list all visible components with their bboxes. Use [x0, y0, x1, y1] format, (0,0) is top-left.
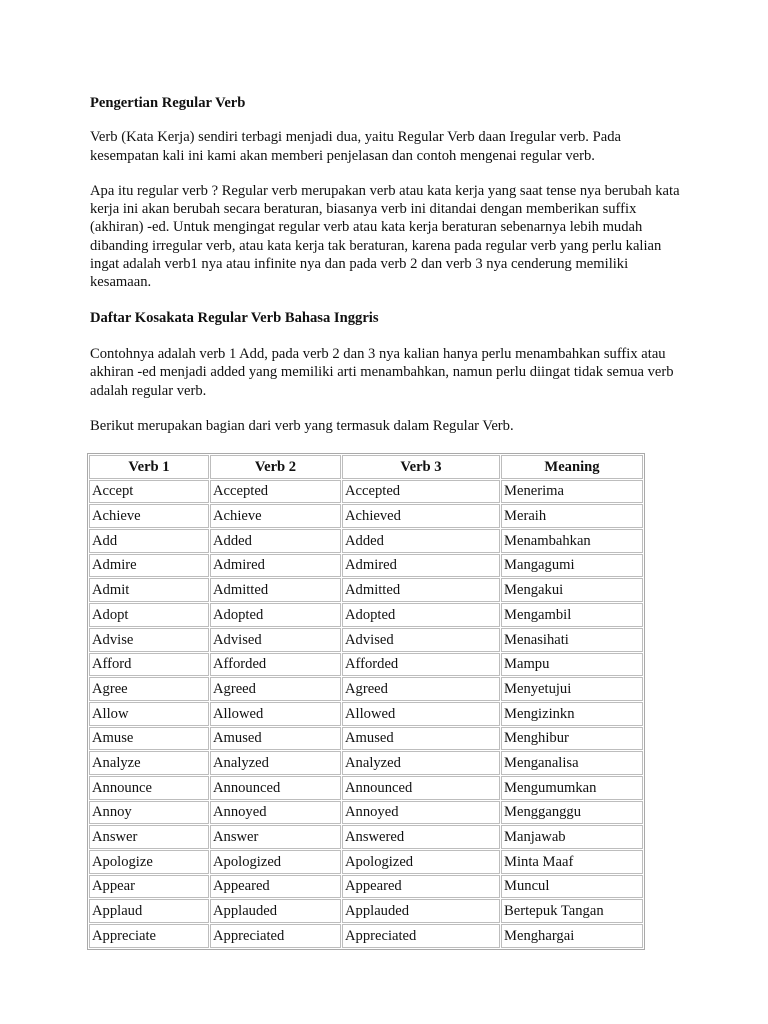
cell-verb2: Apologized: [210, 850, 341, 874]
cell-meaning: Mangagumi: [501, 554, 643, 578]
cell-verb3: Appeared: [342, 875, 500, 899]
cell-verb3: Admired: [342, 554, 500, 578]
cell-meaning: Mengganggu: [501, 801, 643, 825]
table-row: [89, 554, 643, 578]
cell-verb3: Applauded: [342, 899, 500, 923]
column-header-verb1: Verb 1: [89, 455, 209, 479]
cell-verb3: Advised: [342, 628, 500, 652]
table-row: [89, 603, 643, 627]
cell-verb1: Advise: [89, 628, 209, 652]
cell-verb3: Announced: [342, 776, 500, 800]
cell-verb1: Appreciate: [89, 924, 209, 948]
table-row: [89, 578, 643, 602]
table-row: [89, 825, 643, 849]
cell-verb3: Appreciated: [342, 924, 500, 948]
cell-verb3: Afforded: [342, 653, 500, 677]
column-header-verb2: Verb 2: [210, 455, 341, 479]
cell-verb1: Annoy: [89, 801, 209, 825]
table-row: [89, 924, 643, 948]
cell-verb3: Added: [342, 529, 500, 553]
cell-verb3: Accepted: [342, 480, 500, 504]
table-row: [89, 850, 643, 874]
table-body: [89, 480, 643, 948]
cell-verb1: Achieve: [89, 504, 209, 528]
table-row: [89, 776, 643, 800]
table-row: [89, 628, 643, 652]
cell-meaning: Manjawab: [501, 825, 643, 849]
cell-verb1: Afford: [89, 653, 209, 677]
cell-verb2: Agreed: [210, 677, 341, 701]
cell-verb3: Achieved: [342, 504, 500, 528]
cell-verb2: Advised: [210, 628, 341, 652]
paragraph-example: Contohnya adalah verb 1 Add, pada verb 2 dan 3 nya kalian hanya perlu menambahkan suffix atau akhiran -ed menjadi added yang memiliki arti menambahkan, namun perlu diingat tidak semua verb adalah regular verb.: [90, 345, 674, 399]
cell-verb2: Achieve: [210, 504, 341, 528]
table-row: [89, 801, 643, 825]
cell-meaning: Muncul: [501, 875, 643, 899]
table-row: [89, 702, 643, 726]
table-row: [89, 480, 643, 504]
cell-meaning: Mengizinkn: [501, 702, 643, 726]
cell-verb1: Accept: [89, 480, 209, 504]
cell-meaning: Minta Maaf: [501, 850, 643, 874]
cell-verb2: Appreciated: [210, 924, 341, 948]
regular-verb-table: [87, 453, 645, 950]
cell-verb3: Apologized: [342, 850, 500, 874]
cell-meaning: Mengambil: [501, 603, 643, 627]
cell-verb2: Added: [210, 529, 341, 553]
cell-verb3: Adopted: [342, 603, 500, 627]
cell-verb1: Allow: [89, 702, 209, 726]
cell-verb3: Answered: [342, 825, 500, 849]
cell-verb2: Accepted: [210, 480, 341, 504]
cell-verb2: Admitted: [210, 578, 341, 602]
cell-meaning: Bertepuk Tangan: [501, 899, 643, 923]
cell-verb1: Agree: [89, 677, 209, 701]
cell-verb2: Allowed: [210, 702, 341, 726]
cell-meaning: Menambahkan: [501, 529, 643, 553]
cell-verb2: Admired: [210, 554, 341, 578]
table-row: [89, 751, 643, 775]
cell-verb1: Adopt: [89, 603, 209, 627]
cell-verb1: Admit: [89, 578, 209, 602]
cell-verb1: Amuse: [89, 727, 209, 751]
table-row: [89, 875, 643, 899]
cell-verb2: Applauded: [210, 899, 341, 923]
cell-meaning: Menyetujui: [501, 677, 643, 701]
cell-verb3: Agreed: [342, 677, 500, 701]
cell-meaning: Menasihati: [501, 628, 643, 652]
table-row: [89, 899, 643, 923]
cell-verb2: Appeared: [210, 875, 341, 899]
cell-meaning: Menghibur: [501, 727, 643, 751]
cell-verb3: Amused: [342, 727, 500, 751]
paragraph-definition: Apa itu regular verb ? Regular verb merupakan verb atau kata kerja yang saat tense nya berubah kata kerja ini akan berubah secara beraturan, biasanya verb ini ditandai dengan memberikan suffix (akhiran) -ed. Untuk mengingat regular verb atau kata kerja beraturan sebenarnya lebih mudah dibanding irregular verb, atau kata kerja tak beraturan, karena pada regular verb yang perlu kalian ingat adalah verb1 nya atau infinite nya dan pada verb 2 dan verb 3 nya cenderung memiliki kesamaan.: [90, 182, 680, 291]
table-row: [89, 504, 643, 528]
paragraph-intro: Verb (Kata Kerja) sendiri terbagi menjadi dua, yaitu Regular Verb daan Iregular verb. Pada kesempatan kali ini kami akan memberi penjelasan dan contoh mengenai regular verb.: [90, 129, 621, 164]
cell-verb2: Answer: [210, 825, 341, 849]
cell-verb1: Apologize: [89, 850, 209, 874]
section-heading-daftar: Daftar Kosakata Regular Verb Bahasa Inggris: [90, 309, 379, 326]
column-header-meaning: Meaning: [501, 455, 643, 479]
table-row: [89, 677, 643, 701]
cell-verb2: Amused: [210, 727, 341, 751]
cell-verb1: Answer: [89, 825, 209, 849]
cell-meaning: Mengakui: [501, 578, 643, 602]
cell-verb1: Analyze: [89, 751, 209, 775]
cell-verb2: Announced: [210, 776, 341, 800]
cell-verb3: Analyzed: [342, 751, 500, 775]
cell-verb1: Applaud: [89, 899, 209, 923]
document-body: [90, 94, 690, 452]
table-row: [89, 529, 643, 553]
cell-verb3: Annoyed: [342, 801, 500, 825]
cell-verb1: Admire: [89, 554, 209, 578]
cell-verb2: Annoyed: [210, 801, 341, 825]
paragraph-table-intro: Berikut merupakan bagian dari verb yang termasuk dalam Regular Verb.: [90, 417, 514, 434]
section-heading-pengertian: Pengertian Regular Verb: [90, 95, 246, 111]
column-header-verb3: Verb 3: [342, 455, 500, 479]
cell-verb2: Analyzed: [210, 751, 341, 775]
table-header-row: [89, 455, 643, 479]
cell-verb2: Adopted: [210, 603, 341, 627]
cell-meaning: Mengumumkan: [501, 776, 643, 800]
cell-meaning: Meraih: [501, 504, 643, 528]
table-row: [89, 653, 643, 677]
cell-meaning: Menganalisa: [501, 751, 643, 775]
cell-verb1: Appear: [89, 875, 209, 899]
table-row: [89, 727, 643, 751]
cell-verb3: Allowed: [342, 702, 500, 726]
cell-verb1: Announce: [89, 776, 209, 800]
cell-verb1: Add: [89, 529, 209, 553]
cell-meaning: Menghargai: [501, 924, 643, 948]
cell-meaning: Menerima: [501, 480, 643, 504]
cell-verb2: Afforded: [210, 653, 341, 677]
cell-meaning: Mampu: [501, 653, 643, 677]
cell-verb3: Admitted: [342, 578, 500, 602]
